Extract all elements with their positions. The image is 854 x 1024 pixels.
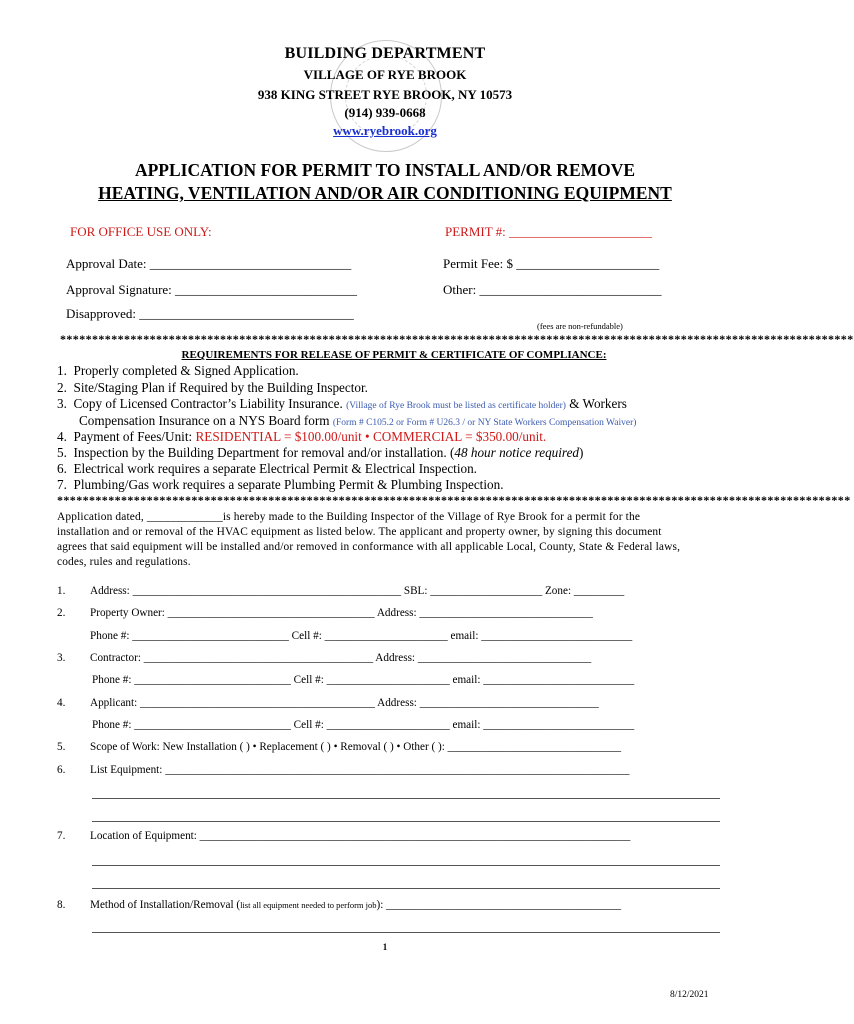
fees-note: (fees are non-refundable) (537, 321, 623, 331)
application-statement-line-4: codes, rules and regulations. (57, 556, 191, 568)
certificate-holder-note: (Village of Rye Brook must be listed as certificate holder) (346, 401, 566, 411)
divider-stars-2: **************************************************************************************************************************** (57, 493, 851, 507)
list-equipment-field[interactable]: List Equipment: ___________________________________________________________________________________ (90, 764, 630, 776)
contractor-contact-field[interactable]: Phone #: ____________________________ Cell #: ______________________ email: ___________________________ (92, 674, 635, 686)
village-name: VILLAGE OF RYE BROOK (303, 67, 467, 82)
approval-date-field[interactable]: Approval Date: _______________________________ (66, 256, 352, 271)
requirements-heading: REQUIREMENTS FOR RELEASE OF PERMIT & CERTIFICATE OF COMPLIANCE: (181, 349, 607, 361)
office-use-label: FOR OFFICE USE ONLY: (70, 224, 212, 239)
address-sbl-zone-field[interactable]: Address: ________________________________________________ SBL: ____________________ Zone: _________ (90, 585, 625, 597)
compensation-form-note: (Form # C105.2 or Form # U26.3 / or NY State Workers Compensation Waiver) (332, 418, 637, 428)
page-number: 1 (382, 942, 388, 952)
field-number-8: 8. (57, 899, 66, 911)
requirement-6: 6. Electrical work requires a separate Electrical Permit & Electrical Inspection. (57, 461, 477, 476)
requirement-5: 5. Inspection by the Building Department for removal and/or installation. (48 hour notice required) (57, 445, 584, 460)
permit-number-field[interactable]: PERMIT #: ______________________ (445, 224, 653, 239)
form-title-line-1: APPLICATION FOR PERMIT TO INSTALL AND/OR REMOVE (134, 160, 636, 180)
scope-of-work-field[interactable]: Scope of Work: New Installation ( ) • Replacement ( ) • Removal ( ) • Other ( ): _______________________________ (90, 741, 622, 753)
property-owner-field[interactable]: Property Owner: _____________________________________ Address: _______________________________ (90, 607, 593, 619)
location-line-2[interactable] (92, 865, 720, 866)
contractor-field[interactable]: Contractor: _________________________________________ Address: _______________________________ (90, 652, 592, 664)
field-number-6: 6. (57, 764, 66, 776)
department-heading: BUILDING DEPARTMENT (284, 45, 486, 62)
permit-fee-field[interactable]: Permit Fee: $ ______________________ (443, 256, 660, 271)
form-title-line-2: HEATING, VENTILATION AND/OR AIR CONDITIONING EQUIPMENT (98, 183, 672, 203)
approval-signature-field[interactable]: Approval Signature: ____________________________ (66, 282, 358, 297)
location-line-3[interactable] (92, 888, 720, 889)
office-address: 938 KING STREET RYE BROOK, NY 10573 (257, 87, 513, 102)
field-number-1: 1. (57, 585, 66, 597)
requirement-2: 2. Site/Staging Plan if Required by the Building Inspector. (57, 380, 368, 395)
field-number-4: 4. (57, 697, 66, 709)
location-of-equipment-field[interactable]: Location of Equipment: _____________________________________________________________________________ (90, 830, 631, 842)
list-equipment-line-3[interactable] (92, 821, 720, 822)
requirement-1: 1. Properly completed & Signed Application. (57, 363, 299, 378)
field-number-3: 3. (57, 652, 66, 664)
applicant-field[interactable]: Applicant: __________________________________________ Address: ________________________________ (90, 697, 599, 709)
revision-date: 8/12/2021 (670, 990, 709, 1000)
method-line-2[interactable] (92, 932, 720, 933)
method-of-installation-field[interactable]: Method of Installation/Removal (list all equipment needed to perform job): __________________________________________ (90, 899, 622, 911)
property-owner-contact-field[interactable]: Phone #: ____________________________ Cell #: ______________________ email: ___________________________ (90, 630, 633, 642)
disapproved-field[interactable]: Disapproved: _________________________________ (66, 306, 354, 321)
other-field[interactable]: Other: ____________________________ (443, 282, 662, 297)
applicant-contact-field[interactable]: Phone #: ____________________________ Cell #: ______________________ email: ___________________________ (92, 719, 635, 731)
list-equipment-line-2[interactable] (92, 798, 720, 799)
requirement-3-continued: Compensation Insurance on a NYS Board form (Form # C105.2 or Form # U26.3 / or NY State Workers Compensation Waiver) (79, 413, 637, 428)
application-statement-line-2: installation and or removal of the HVAC equipment as listed below. The applicant and property owner, by signing this document (57, 526, 662, 538)
requirement-3: 3. Copy of Licensed Contractor’s Liability Insurance. (Village of Rye Brook must be listed as certificate holder) & Workers (57, 396, 627, 411)
requirement-4: 4. Payment of Fees/Unit: RESIDENTIAL = $100.00/unit • COMMERCIAL = $350.00/unit. (57, 429, 547, 444)
application-statement-line-1: Application dated, _____________is hereby made to the Building Inspector of the Village of Rye Brook for a permit for the (57, 511, 641, 523)
office-phone: (914) 939-0668 (344, 105, 426, 120)
field-number-7: 7. (57, 830, 66, 842)
website-link[interactable]: www.ryebrook.org (333, 123, 437, 138)
application-statement-line-3: agrees that said equipment will be installed and/or removed in conformance with all applicable Local, County, State & Federal laws, (57, 541, 681, 553)
fee-rates: RESIDENTIAL = $100.00/unit • COMMERCIAL = $350.00/unit. (195, 429, 547, 444)
divider-stars-1: **************************************************************************************************************************** (60, 332, 854, 346)
field-number-2: 2. (57, 607, 66, 619)
field-number-5: 5. (57, 741, 66, 753)
requirement-7: 7. Plumbing/Gas work requires a separate Plumbing Permit & Plumbing Inspection. (57, 477, 504, 492)
